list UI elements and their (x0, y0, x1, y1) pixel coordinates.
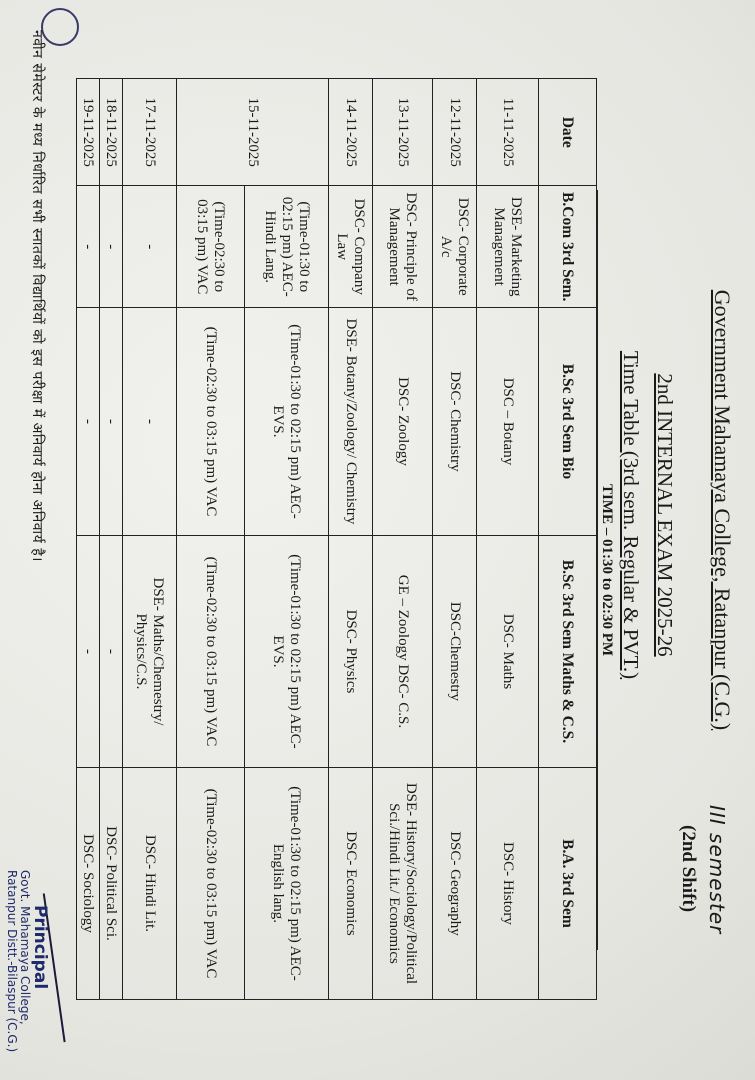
column-header: B.Com 3rd Sem. (539, 186, 597, 308)
table-row (177, 79, 245, 1000)
ba-cell: (Time-02:30 to 03:15 pm) VAC (177, 767, 245, 999)
shift-label: (2nd Shift) (678, 825, 699, 913)
college-title: Government Mahamaya College, Ratanpur (C.G.) (710, 289, 735, 731)
ba-cell: DSC- Economics (329, 767, 373, 999)
date-cell: 18-11-2025 (100, 79, 123, 186)
table-row (100, 79, 123, 1000)
date-cell: 17-11-2025 (123, 79, 177, 186)
ba-cell: DSC- Sociology (77, 767, 100, 999)
ba-cell: DSC- History (477, 767, 539, 999)
bsc-maths-cell: - (100, 535, 123, 767)
bsc-maths-cell: DSC- Maths (477, 535, 539, 767)
bsc-bio-cell: DSC – Botany (477, 307, 539, 535)
table-row (329, 79, 373, 1000)
bsc-bio-cell: DSC- Zoology (373, 307, 433, 535)
bsc-bio-cell: - (123, 307, 177, 535)
bcom-cell: DSC- Principle of Management (373, 186, 433, 308)
ba-cell: DSC- Political Sci. (100, 767, 123, 999)
exam-title: 2nd INTERNAL EXAM 2025-26 (653, 373, 677, 657)
principal-stamp-text: Govt. Mahamaya College, Ratanpur Distt.-Bilaspur (C.G.) (5, 870, 32, 1053)
table-row (477, 79, 539, 1000)
bcom-cell: (Time-01:30 to 02:15 pm) AEC- Hindi Lang. (245, 186, 329, 308)
bsc-bio-cell: (Time-02:30 to 03:15 pm) VAC (177, 307, 245, 535)
bsc-bio-cell: DSC- Chemistry (433, 307, 477, 535)
column-header: Date (539, 79, 597, 186)
bsc-maths-cell: - (77, 535, 100, 767)
column-header: B.Sc 3rd Sem Bio (539, 307, 597, 535)
column-header: B.Sc 3rd Sem Maths & C.S. (539, 535, 597, 767)
ba-cell: DSC- Hindi Lit. (123, 767, 177, 999)
footer-note: नवीन सेमेस्टर के मध्य निर्धारित सभी स्नातकों विद्यार्थियों को इस परीक्षा में अनिवार्य होना अनिवार्य है। (29, 30, 45, 562)
ba-cell: DSE- History/Sociology/Political Sci./Hindi Lit./ Economics (373, 767, 433, 999)
date-cell: 13-11-2025 (373, 79, 433, 186)
timetable (76, 78, 597, 1000)
table-row (433, 79, 477, 1000)
date-cell: 11-11-2025 (477, 79, 539, 186)
date-cell: 12-11-2025 (433, 79, 477, 186)
bsc-bio-cell: - (77, 307, 100, 535)
bcom-cell: - (77, 186, 100, 308)
table-row (77, 79, 100, 1000)
bcom-cell: - (100, 186, 123, 308)
bsc-maths-cell: DSE- Maths/Chemestry/ Physics/C.S. (123, 535, 177, 767)
principal-label: Principal (30, 905, 50, 990)
ba-cell: DSC- Geography (433, 767, 477, 999)
bsc-maths-cell: GE – Zoology DSC- C.S. (373, 535, 433, 767)
table-row (123, 79, 177, 1000)
bsc-bio-cell: (Time-01:30 to 02:15 pm) AEC- EVS. (245, 307, 329, 535)
bsc-maths-cell: DSC- Physics (329, 535, 373, 767)
table-row (245, 79, 329, 1000)
ba-cell: (Time-01:30 to 02:15 pm) AEC-English lang. (245, 767, 329, 999)
date-cell: 15-11-2025 (177, 79, 329, 186)
bsc-maths-cell: (Time-01:30 to 02:15 pm) AEC- EVS. (245, 535, 329, 767)
bcom-cell: (Time-02:30 to 03:15 pm) VAC (177, 186, 245, 308)
semester-handwritten-note: III semester (705, 805, 729, 935)
bsc-bio-cell: DSE- Botany/Zoology/ Chemistry (329, 307, 373, 535)
column-header: B.A. 3rd Sem (539, 767, 597, 999)
timetable-title: Time Table (3rd sem. Regular & PVT.) (619, 350, 643, 680)
date-cell: 19-11-2025 (77, 79, 100, 186)
bsc-maths-cell: (Time-02:30 to 03:15 pm) VAC (177, 535, 245, 767)
time-banner: TIME – 01:30 to 02:30 PM (597, 190, 615, 950)
bcom-cell: DSE- Marketing Management (477, 186, 539, 308)
table-row (373, 79, 433, 1000)
bcom-cell: DSC- Corporate A/c (433, 186, 477, 308)
bcom-cell: - (123, 186, 177, 308)
bcom-cell: DSC- Company Law (329, 186, 373, 308)
table-header-row (539, 79, 597, 1000)
date-cell: 14-11-2025 (329, 79, 373, 186)
bsc-maths-cell: DSC-Chemestry (433, 535, 477, 767)
bsc-bio-cell: - (100, 307, 123, 535)
